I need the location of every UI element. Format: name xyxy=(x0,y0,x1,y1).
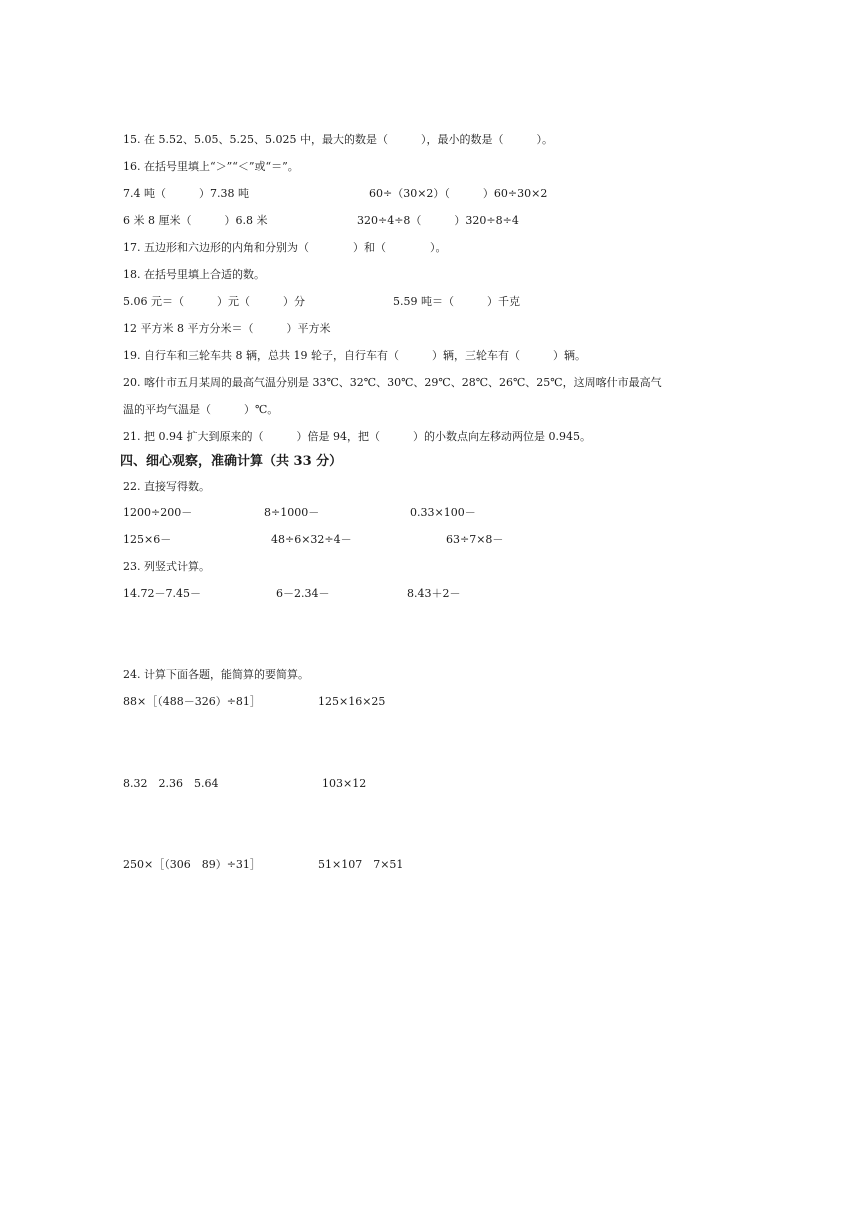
question-23-item: 6－2.34－ xyxy=(276,587,330,600)
question-18-prompt: 18. 在括号里填上合适的数。 xyxy=(123,268,265,281)
question-16-item: 320÷4÷8（ ）320÷8÷4 xyxy=(357,214,519,227)
question-24-prompt: 24. 计算下面各题，能简算的要简算。 xyxy=(123,668,309,681)
question-22-item: 63÷7×8－ xyxy=(446,533,504,546)
section-heading: 四、细心观察，准确计算（共 33 分） xyxy=(120,454,343,469)
question-15: 15. 在 5.52、5.05、5.25、5.025 中，最大的数是（ ），最小的数是（ ）。 xyxy=(123,133,553,146)
question-24-item: 125×16×25 xyxy=(318,695,386,708)
question-22-item: 125×6－ xyxy=(123,533,172,546)
question-18-item: 12 平方米 8 平方分米＝（ ）平方米 xyxy=(123,322,331,335)
question-17: 17. 五边形和六边形的内角和分别为（ ）和（ ）。 xyxy=(123,241,447,254)
question-20-line2: 温的平均气温是（ ）℃。 xyxy=(123,403,279,416)
question-22-prompt: 22. 直接写得数。 xyxy=(123,480,210,493)
question-18-item: 5.59 吨＝（ ）千克 xyxy=(393,295,520,308)
question-24-item: 250×［（306 89）÷31］ xyxy=(123,858,261,871)
question-24-item: 103×12 xyxy=(322,777,367,790)
question-18-item: 5.06 元＝（ ）元（ ）分 xyxy=(123,295,305,308)
question-20-line1: 20. 喀什市五月某周的最高气温分别是 33℃、32℃、30℃、29℃、28℃、26℃、25℃，这周喀什市最高气 xyxy=(123,376,662,389)
question-16-prompt: 16. 在括号里填上“＞”“＜”或“＝”。 xyxy=(123,160,299,173)
question-22-item: 1200÷200－ xyxy=(123,506,193,519)
question-21: 21. 把 0.94 扩大到原来的（ ）倍是 94，把（ ）的小数点向左移动两位是 0.945。 xyxy=(123,430,591,443)
question-23-prompt: 23. 列竖式计算。 xyxy=(123,560,210,573)
question-24-item: 51×107 7×51 xyxy=(318,858,404,871)
question-16-item: 6 米 8 厘米（ ）6.8 米 xyxy=(123,214,268,227)
question-22-item: 8÷1000－ xyxy=(264,506,320,519)
question-24-item: 8.32 2.36 5.64 xyxy=(123,777,219,790)
question-22-item: 48÷6×32÷4－ xyxy=(271,533,352,546)
question-23-item: 14.72－7.45－ xyxy=(123,587,201,600)
question-24-item: 88×［（488－326）÷81］ xyxy=(123,695,261,708)
question-16-item: 60÷（30×2）（ ）60÷30×2 xyxy=(369,187,548,200)
question-16-item: 7.4 吨（ ）7.38 吨 xyxy=(123,187,249,200)
question-19: 19. 自行车和三轮车共 8 辆，总共 19 轮子，自行车有（ ）辆，三轮车有（ ）辆。 xyxy=(123,349,586,362)
question-23-item: 8.43＋2－ xyxy=(407,587,461,600)
question-22-item: 0.33×100－ xyxy=(410,506,476,519)
